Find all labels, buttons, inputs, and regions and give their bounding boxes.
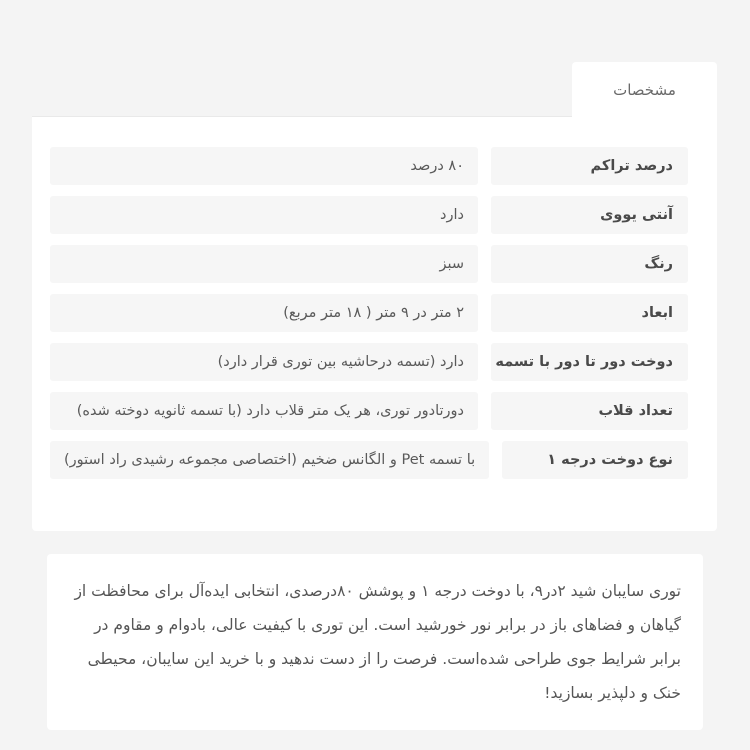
spec-row xyxy=(50,441,688,479)
spec-value: ۸۰ درصد xyxy=(50,147,478,185)
tab-specifications[interactable] xyxy=(572,62,717,117)
spec-row xyxy=(50,196,688,234)
spec-label: رنگ xyxy=(491,245,688,283)
spec-label: دوخت دور تا دور با تسمه xyxy=(491,343,688,381)
product-description-text: توری سایبان شید ۲در۹، با دوخت درجه ۱ و پوشش ۸۰درصدی، انتخابی ایده‌آل برای محافظت از گیاهان و فضاهای باز در برابر نور خورشید است. این توری با کیفیت عالی، بادوام و مقاوم در برابر شرایط جوی طراحی شده‌است. فرصت را از دست ندهید و با خرید این سایبان، محیطی خنک و دلپذیر بسازید! xyxy=(74,582,681,702)
tab-specifications-label: مشخصات xyxy=(613,80,676,99)
tab-bar xyxy=(32,62,717,117)
spec-value: دارد (تسمه درحاشیه بین توری قرار دارد) xyxy=(50,343,478,381)
spec-value: دارد xyxy=(50,196,478,234)
spec-value: سبز xyxy=(50,245,478,283)
spec-value: دورتادور توری، هر یک متر قلاب دارد (با تسمه ثانویه دوخته شده) xyxy=(50,392,478,430)
spec-row xyxy=(50,245,688,283)
spec-row xyxy=(50,147,688,185)
specifications-section xyxy=(32,62,717,531)
spec-value: ۲ متر در ۹ متر ( ۱۸ متر مربع) xyxy=(50,294,478,332)
spec-table xyxy=(32,117,717,531)
spec-label: نوع دوخت درجه ۱ xyxy=(502,441,688,479)
spec-row xyxy=(50,294,688,332)
spec-row xyxy=(50,392,688,430)
spec-label: درصد تراکم xyxy=(491,147,688,185)
spec-row xyxy=(50,343,688,381)
spec-label: تعداد قلاب xyxy=(491,392,688,430)
product-description-card xyxy=(47,554,703,730)
spec-label: ابعاد xyxy=(491,294,688,332)
spec-label: آنتی یووی xyxy=(491,196,688,234)
spec-value: با تسمه Pet و الگانس ضخیم (اختصاصی مجموعه رشیدی راد استور) xyxy=(50,441,489,479)
